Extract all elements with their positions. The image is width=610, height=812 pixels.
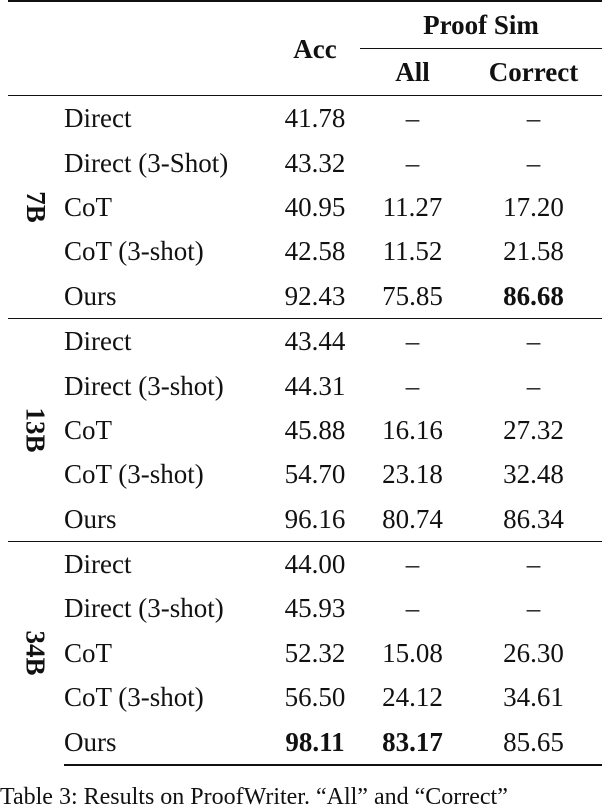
cell-correct: 17.20 — [503, 191, 564, 222]
cell-acc: 44.31 — [284, 370, 346, 401]
cell-acc: 54.70 — [284, 459, 346, 490]
cell-all: – — [360, 96, 465, 141]
cell-all: 11.27 — [382, 191, 443, 222]
cell-acc: 98.11 — [270, 719, 360, 764]
cell-method: CoT — [64, 414, 113, 445]
group-label: 13B — [20, 407, 51, 453]
cell-all: – — [360, 541, 465, 586]
table-body — [8, 96, 602, 765]
cell-correct: – — [526, 147, 541, 178]
cell-acc: 96.16 — [284, 503, 346, 534]
cell-acc: 92.43 — [284, 280, 346, 311]
results-table — [8, 0, 602, 766]
cell-correct: 27.32 — [503, 414, 564, 445]
cell-all: – — [405, 147, 420, 178]
header-correct: Correct — [488, 57, 579, 87]
header-empty-method — [64, 1, 270, 49]
cell-correct: 32.48 — [503, 459, 564, 490]
table-row — [8, 452, 602, 496]
cell-all: – — [405, 370, 420, 401]
cell-correct: 86.34 — [503, 503, 564, 534]
cell-method: Direct (3-Shot) — [64, 147, 229, 178]
cell-all: 83.17 — [360, 719, 465, 764]
cell-all: – — [360, 318, 465, 363]
cell-method: CoT — [64, 191, 113, 222]
cell-all: 11.52 — [382, 236, 443, 267]
table-caption: Table 3: Results on ProofWriter. “All” and “Correct” — [0, 784, 508, 810]
table-row — [8, 229, 602, 273]
cell-method: Direct — [64, 541, 270, 586]
header-acc: Acc — [270, 1, 360, 96]
header-empty-group-2 — [8, 49, 64, 96]
cell-all: 23.18 — [382, 459, 443, 490]
cell-method: CoT (3-shot) — [64, 682, 204, 713]
cell-method: Direct (3-shot) — [64, 593, 224, 624]
cell-acc: 44.00 — [270, 541, 360, 586]
table-row — [8, 497, 602, 542]
cell-correct: – — [526, 593, 541, 624]
cell-method: CoT — [64, 637, 113, 668]
cell-correct: 26.30 — [503, 637, 564, 668]
table-row — [8, 541, 602, 586]
cell-correct: 21.58 — [503, 236, 564, 267]
table-row — [8, 631, 602, 675]
group-label: 7B — [20, 191, 51, 223]
cell-all: 75.85 — [382, 280, 443, 311]
cell-all: – — [405, 593, 420, 624]
table-row — [8, 408, 602, 452]
cell-method: Direct (3-shot) — [64, 370, 224, 401]
cell-correct: – — [526, 370, 541, 401]
header-proof-sim: Proof Sim — [360, 1, 602, 49]
table-row — [8, 675, 602, 719]
table-row — [8, 363, 602, 407]
group-cell — [8, 541, 64, 764]
cell-method: Ours — [64, 719, 270, 764]
cell-acc: 43.32 — [284, 147, 346, 178]
cell-acc: 42.58 — [284, 236, 346, 267]
cell-acc: 45.88 — [284, 414, 346, 445]
header-row-1 — [8, 1, 602, 49]
table-row — [8, 586, 602, 630]
cell-all: 16.16 — [382, 414, 443, 445]
table-row — [8, 274, 602, 319]
cell-method: Ours — [64, 503, 117, 534]
cell-all: 24.12 — [382, 682, 443, 713]
cell-method: CoT (3-shot) — [64, 459, 204, 490]
header-empty-method-2 — [64, 49, 270, 96]
cell-method: Ours — [64, 280, 117, 311]
cell-correct: 85.65 — [465, 719, 602, 764]
header-empty-group — [8, 1, 64, 49]
header-all: All — [395, 57, 430, 87]
cell-all: 80.74 — [382, 503, 443, 534]
cell-method: Direct — [64, 96, 270, 141]
cell-acc: 43.44 — [270, 318, 360, 363]
cell-acc: 45.93 — [284, 593, 346, 624]
table-row — [8, 185, 602, 229]
group-cell — [8, 318, 64, 541]
table-row — [8, 140, 602, 184]
cell-acc: 56.50 — [284, 682, 346, 713]
cell-method: CoT (3-shot) — [64, 236, 204, 267]
cell-method: Direct — [64, 318, 270, 363]
cell-correct: – — [465, 541, 602, 586]
cell-acc: 41.78 — [270, 96, 360, 141]
table-row — [8, 96, 602, 141]
table-row — [8, 719, 602, 764]
cell-correct: – — [465, 318, 602, 363]
group-label: 34B — [20, 630, 51, 676]
cell-correct: 86.68 — [503, 280, 564, 311]
cell-correct: – — [465, 96, 602, 141]
cell-correct: 34.61 — [503, 682, 564, 713]
group-cell — [8, 96, 64, 319]
results-table-container — [8, 0, 602, 766]
cell-acc: 40.95 — [284, 191, 346, 222]
cell-all: 15.08 — [382, 637, 443, 668]
table-row — [8, 318, 602, 363]
cell-acc: 52.32 — [284, 637, 346, 668]
